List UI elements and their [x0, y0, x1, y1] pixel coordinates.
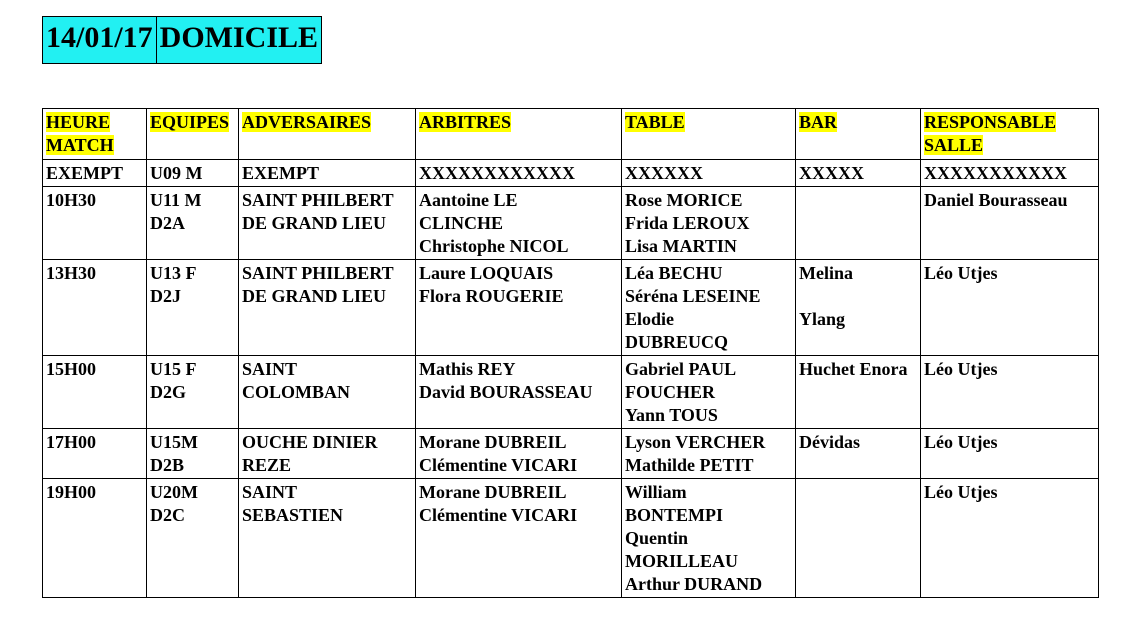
cell-text: SEBASTIEN — [242, 505, 344, 525]
column-header-bar — [796, 109, 921, 160]
column-header-label: ARBITRES — [419, 112, 512, 132]
match-location: DOMICILE — [157, 17, 321, 63]
cell-text: D2J — [150, 286, 181, 306]
cell-text: Lisa MARTIN — [625, 236, 737, 256]
cell-text: Christophe NICOL — [419, 236, 569, 256]
cell-text: D2A — [150, 213, 185, 233]
header-row — [43, 109, 1099, 160]
cell-text: D2B — [150, 455, 185, 475]
cell-responsable — [921, 260, 1099, 356]
cell-adversaire — [239, 479, 416, 598]
cell-text: 13H30 — [46, 263, 97, 283]
table-body — [43, 160, 1099, 598]
table-row — [43, 187, 1099, 260]
cell-text: Léo Utjes — [924, 482, 998, 502]
cell-text: D2G — [150, 382, 186, 402]
table-row — [43, 429, 1099, 479]
cell-arbitres — [416, 429, 622, 479]
cell-text: Gabriel PAUL — [625, 359, 737, 379]
cell-text: Léo Utjes — [924, 359, 998, 379]
table-row — [43, 479, 1099, 598]
cell-adversaire — [239, 187, 416, 260]
cell-text: Léa BECHU — [625, 263, 723, 283]
column-header-label: ADVERSAIRES — [242, 112, 372, 132]
cell-arbitres — [416, 479, 622, 598]
match-date: 14/01/17 — [43, 17, 157, 63]
cell-equipe — [147, 260, 239, 356]
cell-table — [622, 356, 796, 429]
cell-equipe — [147, 187, 239, 260]
schedule-table — [42, 108, 1099, 598]
column-header-label: EQUIPES — [150, 112, 230, 132]
cell-text: FOUCHER — [625, 382, 715, 402]
cell-adversaire — [239, 429, 416, 479]
cell-text: SAINT PHILBERT — [242, 263, 394, 283]
cell-text: Aantoine LE — [419, 190, 518, 210]
cell-bar — [796, 187, 921, 260]
column-header-label: RESPONSABLE — [924, 112, 1057, 132]
column-header-text — [799, 111, 917, 134]
cell-bar — [796, 160, 921, 187]
cell-equipe — [147, 429, 239, 479]
cell-text: XXXXX — [799, 163, 864, 183]
cell-responsable — [921, 479, 1099, 598]
cell-text: Elodie — [625, 309, 675, 329]
cell-text: EXEMPT — [242, 163, 320, 183]
column-header-text — [46, 111, 143, 134]
cell-text: Melina — [799, 263, 853, 283]
cell-text: Dévidas — [799, 432, 861, 452]
cell-adversaire — [239, 260, 416, 356]
column-header-text — [150, 111, 235, 134]
cell-equipe — [147, 356, 239, 429]
cell-text: Rose MORICE — [625, 190, 743, 210]
column-header-responsable-salle — [921, 109, 1099, 160]
cell-text: XXXXXXXXXXX — [924, 163, 1067, 183]
cell-text: CLINCHE — [419, 213, 504, 233]
cell-text: David BOURASSEAU — [419, 382, 593, 402]
column-header-label: SALLE — [924, 135, 984, 155]
column-header-text — [46, 134, 143, 157]
column-header-label: MATCH — [46, 135, 114, 155]
cell-text: Yann TOUS — [625, 405, 718, 425]
cell-text: Flora ROUGERIE — [419, 286, 564, 306]
cell-text: Arthur DURAND — [625, 574, 763, 594]
cell-adversaire — [239, 160, 416, 187]
cell-text: Quentin — [625, 528, 689, 548]
cell-text: Clémentine VICARI — [419, 455, 578, 475]
cell-text: SAINT PHILBERT — [242, 190, 394, 210]
cell-table — [622, 187, 796, 260]
column-header-arbitres — [416, 109, 622, 160]
column-header-text — [419, 111, 618, 134]
cell-equipe — [147, 479, 239, 598]
cell-text: Léo Utjes — [924, 432, 998, 452]
cell-table — [622, 160, 796, 187]
cell-heure — [43, 160, 147, 187]
cell-text: SAINT — [242, 359, 298, 379]
cell-text: U20M — [150, 482, 198, 502]
cell-responsable — [921, 356, 1099, 429]
column-header-label: TABLE — [625, 112, 685, 132]
column-header-equipes — [147, 109, 239, 160]
column-header-label: HEURE — [46, 112, 111, 132]
column-header-text — [924, 134, 1095, 157]
cell-text: DE GRAND LIEU — [242, 286, 387, 306]
cell-heure — [43, 187, 147, 260]
cell-text: Huchet Enora — [799, 359, 908, 379]
cell-bar — [796, 356, 921, 429]
cell-bar — [796, 479, 921, 598]
cell-text — [799, 285, 917, 308]
cell-text: COLOMBAN — [242, 382, 350, 402]
column-header-text — [625, 111, 792, 134]
cell-text: Frida LEROUX — [625, 213, 750, 233]
cell-responsable — [921, 160, 1099, 187]
cell-responsable — [921, 429, 1099, 479]
cell-text: Morane DUBREIL — [419, 482, 567, 502]
cell-text: MORILLEAU — [625, 551, 739, 571]
cell-heure — [43, 356, 147, 429]
table-row — [43, 260, 1099, 356]
cell-text: Léo Utjes — [924, 263, 998, 283]
cell-table — [622, 429, 796, 479]
column-header-text — [242, 111, 412, 134]
cell-text: Mathis REY — [419, 359, 516, 379]
cell-text: Mathilde PETIT — [625, 455, 754, 475]
cell-bar — [796, 429, 921, 479]
cell-text: William — [625, 482, 687, 502]
title-box — [42, 16, 322, 64]
table-row — [43, 356, 1099, 429]
cell-text: Laure LOQUAIS — [419, 263, 554, 283]
cell-text: XXXXXX — [625, 163, 703, 183]
cell-text: Séréna LESEINE — [625, 286, 761, 306]
cell-heure — [43, 429, 147, 479]
cell-text: BONTEMPI — [625, 505, 724, 525]
table-row — [43, 160, 1099, 187]
cell-heure — [43, 479, 147, 598]
cell-text: DE GRAND LIEU — [242, 213, 387, 233]
column-header-table — [622, 109, 796, 160]
cell-text: U15M — [150, 432, 198, 452]
cell-text: 17H00 — [46, 432, 97, 452]
cell-text: 15H00 — [46, 359, 97, 379]
cell-text: Morane DUBREIL — [419, 432, 567, 452]
cell-arbitres — [416, 356, 622, 429]
column-header-heure-match — [43, 109, 147, 160]
cell-text: XXXXXXXXXXXX — [419, 163, 575, 183]
column-header-label: BAR — [799, 112, 838, 132]
column-header-text — [924, 111, 1095, 134]
cell-text: 19H00 — [46, 482, 97, 502]
cell-text: DUBREUCQ — [625, 332, 729, 352]
cell-arbitres — [416, 160, 622, 187]
column-header-adversaires — [239, 109, 416, 160]
cell-equipe — [147, 160, 239, 187]
cell-arbitres — [416, 187, 622, 260]
cell-text: SAINT — [242, 482, 298, 502]
cell-text: U09 M — [150, 163, 203, 183]
cell-adversaire — [239, 356, 416, 429]
cell-table — [622, 479, 796, 598]
cell-text: EXEMPT — [46, 163, 124, 183]
cell-responsable — [921, 187, 1099, 260]
cell-text: U13 F — [150, 263, 197, 283]
cell-bar — [796, 260, 921, 356]
cell-text: REZE — [242, 455, 292, 475]
cell-text: U15 F — [150, 359, 197, 379]
cell-text: Ylang — [799, 309, 846, 329]
cell-text: D2C — [150, 505, 185, 525]
cell-text: Clémentine VICARI — [419, 505, 578, 525]
cell-text: U11 M — [150, 190, 202, 210]
cell-table — [622, 260, 796, 356]
cell-text: OUCHE DINIER — [242, 432, 378, 452]
cell-text: 10H30 — [46, 190, 97, 210]
cell-arbitres — [416, 260, 622, 356]
cell-heure — [43, 260, 147, 356]
cell-text: Lyson VERCHER — [625, 432, 766, 452]
cell-text: Daniel Bourasseau — [924, 190, 1068, 210]
